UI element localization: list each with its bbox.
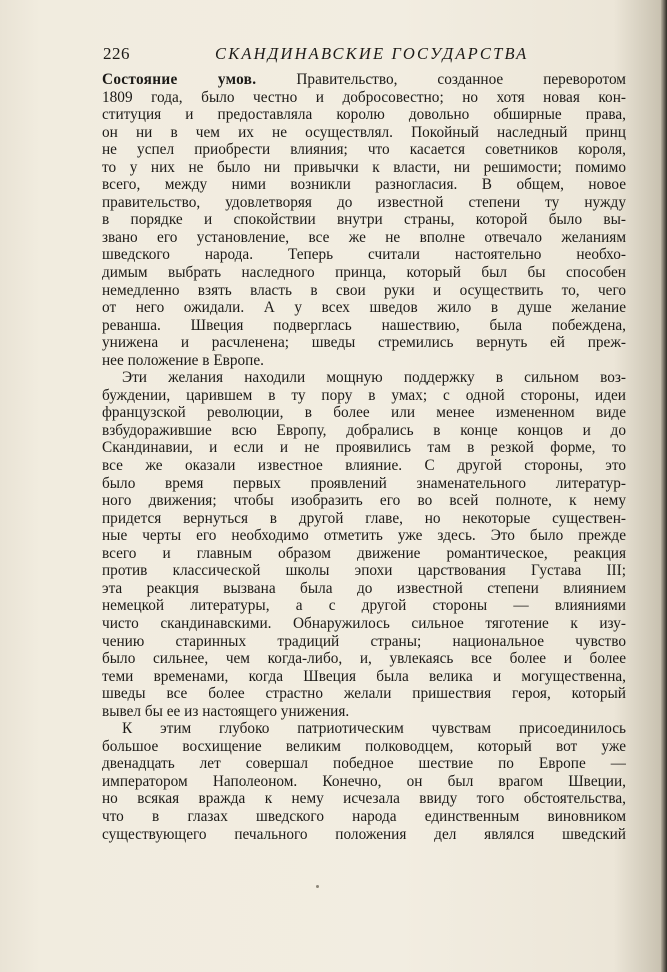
text-line: ные черты его необходимо отметить уже здесь. Это было прежде: [102, 527, 626, 545]
text-line: от него ожидали. А у всех шведов жило в душе желание: [102, 299, 626, 317]
text-line: нее положение в Европе.: [102, 351, 264, 369]
text-line: всего и главным образом движение романтическое, реакция: [102, 544, 626, 562]
text-line: К этим глубоко патриотическим чувствам присоединилось: [122, 720, 626, 738]
running-title: СКАНДИНАВСКИЕ ГОСУДАРСТВА: [215, 44, 529, 63]
text-line: звано его установление, все же не вполне отвечало желаниям: [102, 228, 626, 246]
text-line: ституция и предоставляла королю довольно обширные права,: [102, 106, 626, 124]
text-line-content: Правительство, созданное переворотом: [256, 71, 626, 88]
text-line: буждении, царившем в ту пору в умах; с одной стороны, идеи: [102, 386, 626, 404]
text-line: теми временами, когда Швеция была велика и могущественна,: [102, 667, 626, 685]
running-head: [103, 44, 623, 64]
text-line: реванша. Швеция подверглась нашествию, была побеждена,: [102, 316, 626, 334]
text-line: было время первых проявлений знаменательного литератур-: [102, 474, 626, 492]
text-line: шведского народа. Теперь считали настоятельно необхо-: [102, 246, 626, 264]
text-line: чению старинных традиций страны; национальное чувство: [102, 632, 626, 650]
text-line: императором Наполеоном. Конечно, он был врагом Швеции,: [102, 772, 626, 790]
text-line: [102, 71, 626, 89]
text-line: французской революции, в более или менее измененном виде: [102, 404, 626, 422]
text-line: он ни в чем их не осуществлял. Покойный наследный принц: [102, 123, 626, 141]
paragraph-1: [102, 71, 626, 369]
text-line: ного движения; чтобы изобразить его во всей полноте, к нему: [102, 492, 626, 510]
text-line: унижена и расчленена; шведы стремились вернуть ей преж-: [102, 334, 626, 352]
text-line: Эти желания находили мощную поддержку в сильном воз-: [122, 369, 626, 387]
section-lead: Состояние умов.: [102, 71, 257, 88]
text-line: немецкой литературы, а с другой стороны — влияниями: [102, 597, 626, 615]
text-line: против классической школы эпохи царствования Густава III;: [102, 562, 626, 580]
paragraph-3: [102, 720, 626, 843]
text-line: Скандинавии, и если и не проявились там в резкой форме, то: [102, 439, 626, 457]
text-line: всего, между ними возникли разногласия. В общем, новое: [102, 176, 626, 194]
text-line: что в глазах шведского народа единственным виновником: [102, 807, 626, 825]
text-line: взбудоражившие всю Европу, добрались в конце концов и до: [102, 421, 626, 439]
text-line: вывел бы ее из настоящего унижения.: [102, 702, 350, 720]
text-line: существующего печального положения дел являлся шведский: [102, 825, 626, 843]
page-edge-shadow: [661, 0, 667, 972]
text-line: большое восхищение великим полководцем, который вот уже: [102, 737, 626, 755]
text-line: но всякая вражда к нему исчезала ввиду того обстоятельства,: [102, 790, 626, 808]
text-line: димым выбрать наследного принца, который был бы способен: [102, 264, 626, 282]
text-line: правительство, удовлетворяя до известной степени ту нужду: [102, 193, 626, 211]
text-line: было сильнее, чем когда-либо, и, увлекаясь все более и более: [102, 650, 626, 668]
text-line: придется вернуться в другой главе, но некоторые существен-: [102, 509, 626, 527]
text-line: немедленно взять власть в свои руки и осуществить то, чего: [102, 281, 626, 299]
paper-speck: [316, 885, 319, 888]
text-line: чисто скандинавскими. Обнаружилось сильное тяготение к изу-: [102, 614, 626, 632]
text-line: то у них не было ни привычки к власти, ни решимости; помимо: [102, 158, 626, 176]
text-line: не успел приобрести влияния; что касается советников короля,: [102, 141, 626, 159]
text-line: эта реакция вызвана была до известной степени влиянием: [102, 579, 626, 597]
paragraph-2: [102, 369, 626, 720]
body-text: [102, 71, 626, 843]
text-line: все же оказали известное влияние. С другой стороны, это: [102, 457, 626, 475]
text-line: 1809 года, было честно и добросовестно; но хотя новая кон-: [102, 88, 626, 106]
text-line: двенадцать лет совершал победное шествие по Европе —: [102, 755, 626, 773]
text-line: шведы все более страстно желали пришествия героя, который: [102, 685, 626, 703]
text-line: в порядке и спокойствии внутри страны, которой было вы-: [102, 211, 626, 229]
page-number: 226: [103, 44, 130, 63]
